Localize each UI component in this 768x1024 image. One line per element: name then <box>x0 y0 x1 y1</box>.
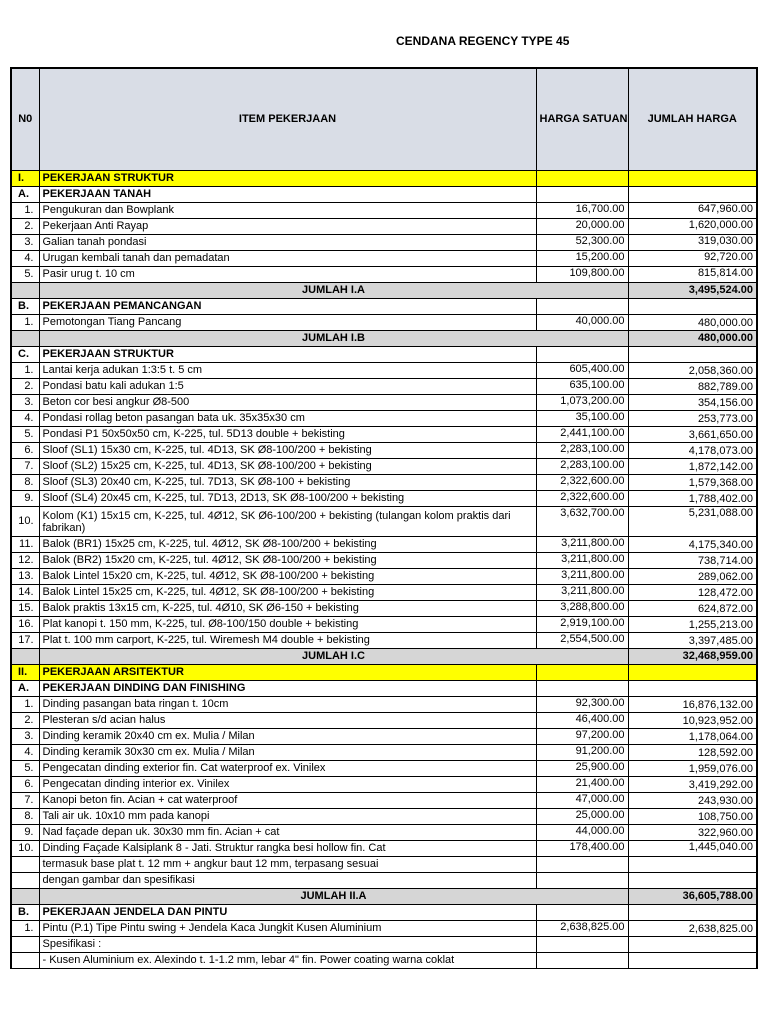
total-price: 2,638,825.00 <box>628 921 757 937</box>
total-price: 128,472.00 <box>628 585 757 601</box>
table-row <box>11 729 757 745</box>
document-title: CENDANA REGENCY TYPE 45 <box>396 34 570 48</box>
item-number: 3. <box>11 235 39 251</box>
unit-price: 2,322,600.00 <box>536 491 628 507</box>
section-number: II. <box>11 665 39 681</box>
subsection-row <box>11 905 757 921</box>
item-description: Dinding pasangan bata ringan t. 10cm <box>39 697 536 713</box>
subtotal-label: JUMLAH I.C <box>39 649 628 665</box>
section-title: PEKERJAAN DINDING DAN FINISHING <box>39 681 536 697</box>
unit-price: 2,441,100.00 <box>536 427 628 443</box>
unit-price: 2,919,100.00 <box>536 617 628 633</box>
item-number: 4. <box>11 745 39 761</box>
unit-price: 3,211,800.00 <box>536 553 628 569</box>
unit-price: 1,073,200.00 <box>536 395 628 411</box>
item-description: Pemotongan Tiang Pancang <box>39 315 536 331</box>
unit-price: 44,000.00 <box>536 825 628 841</box>
section-title: PEKERJAAN JENDELA DAN PINTU <box>39 905 536 921</box>
table-row <box>11 411 757 427</box>
table-row <box>11 251 757 267</box>
subsection-row <box>11 347 757 363</box>
table-row-continuation <box>11 873 757 889</box>
subsection-row <box>11 299 757 315</box>
total-price: 647,960.00 <box>628 203 757 219</box>
table-header-row <box>11 68 757 171</box>
table-row-continuation <box>11 857 757 873</box>
empty-cell <box>628 299 757 315</box>
table-row <box>11 537 757 553</box>
total-price: 3,397,485.00 <box>628 633 757 649</box>
section-title: PEKERJAAN STRUKTUR <box>39 347 536 363</box>
item-number: 6. <box>11 443 39 459</box>
item-description: Dinding keramik 20x40 cm ex. Mulia / Milan <box>39 729 536 745</box>
unit-price: 2,638,825.00 <box>536 921 628 937</box>
item-description: Beton cor besi angkur Ø8-500 <box>39 395 536 411</box>
table-body <box>11 171 757 969</box>
item-description: Pintu (P.1) Tipe Pintu swing + Jendela Kaca Jungkit Kusen Aluminium <box>39 921 536 937</box>
item-number: 10. <box>11 841 39 857</box>
item-description: Pasir urug t. 10 cm <box>39 267 536 283</box>
item-description: Balok Lintel 15x25 cm, K-225, tul. 4Ø12, SK Ø8-100/200 + bekisting <box>39 585 536 601</box>
total-price: 1,788,402.00 <box>628 491 757 507</box>
item-number: 1. <box>11 315 39 331</box>
unit-price: 52,300.00 <box>536 235 628 251</box>
item-number: 4. <box>11 251 39 267</box>
table-row <box>11 617 757 633</box>
header-total-price: JUMLAH HARGA <box>628 68 757 171</box>
total-price: 624,872.00 <box>628 601 757 617</box>
total-price: 253,773.00 <box>628 411 757 427</box>
subtotal-row <box>11 283 757 299</box>
item-number: 16. <box>11 617 39 633</box>
item-description: Pengecatan dinding interior ex. Vinilex <box>39 777 536 793</box>
table-row <box>11 267 757 283</box>
section-number: B. <box>11 905 39 921</box>
item-description: Dinding keramik 30x30 cm ex. Mulia / Milan <box>39 745 536 761</box>
item-description: Balok (BR2) 15x20 cm, K-225, tul. 4Ø12, SK Ø8-100/200 + bekisting <box>39 553 536 569</box>
item-number: 3. <box>11 395 39 411</box>
header-unit-price: HARGA SATUAN <box>536 68 628 171</box>
unit-price: 40,000.00 <box>536 315 628 331</box>
empty-cell <box>536 937 628 953</box>
subtotal-label: JUMLAH I.A <box>39 283 628 299</box>
unit-price: 20,000.00 <box>536 219 628 235</box>
empty-cell <box>536 905 628 921</box>
item-number: 2. <box>11 219 39 235</box>
item-number: 1. <box>11 363 39 379</box>
item-number: 5. <box>11 761 39 777</box>
subtotal-value: 480,000.00 <box>628 331 757 347</box>
total-price: 1,620,000.00 <box>628 219 757 235</box>
unit-price: 25,900.00 <box>536 761 628 777</box>
table-row <box>11 793 757 809</box>
total-price: 16,876,132.00 <box>628 697 757 713</box>
unit-price: 605,400.00 <box>536 363 628 379</box>
item-description: Pekerjaan Anti Rayap <box>39 219 536 235</box>
unit-price: 3,211,800.00 <box>536 537 628 553</box>
table-row <box>11 379 757 395</box>
section-row <box>11 171 757 187</box>
item-number: 14. <box>11 585 39 601</box>
section-number: A. <box>11 187 39 203</box>
item-number: 12. <box>11 553 39 569</box>
table-row <box>11 809 757 825</box>
table-row <box>11 777 757 793</box>
item-number: 9. <box>11 491 39 507</box>
total-price: 1,959,076.00 <box>628 761 757 777</box>
item-description: Kolom (K1) 15x15 cm, K-225, tul. 4Ø12, SK Ø6-100/200 + bekisting (tulangan kolom praktis dari fabrikan) <box>39 507 536 537</box>
empty-cell <box>628 347 757 363</box>
subtotal-value: 3,495,524.00 <box>628 283 757 299</box>
item-description: Urugan kembali tanah dan pemadatan <box>39 251 536 267</box>
item-number: 15. <box>11 601 39 617</box>
header-item: ITEM PEKERJAAN <box>39 68 536 171</box>
item-number: 2. <box>11 713 39 729</box>
subtotal-row <box>11 889 757 905</box>
unit-price: 46,400.00 <box>536 713 628 729</box>
item-description: Nad façade depan uk. 30x30 mm fin. Acian + cat <box>39 825 536 841</box>
empty-cell <box>536 171 628 187</box>
item-description: Balok Lintel 15x20 cm, K-225, tul. 4Ø12, SK Ø8-100/200 + bekisting <box>39 569 536 585</box>
item-number: 17. <box>11 633 39 649</box>
unit-price: 3,211,800.00 <box>536 585 628 601</box>
empty-cell <box>628 857 757 873</box>
empty-cell <box>536 347 628 363</box>
item-number: 6. <box>11 777 39 793</box>
section-title: PEKERJAAN STRUKTUR <box>39 171 536 187</box>
total-price: 108,750.00 <box>628 809 757 825</box>
empty-cell <box>11 283 39 299</box>
subtotal-label: JUMLAH II.A <box>39 889 628 905</box>
empty-cell <box>536 953 628 969</box>
total-price: 1,872,142.00 <box>628 459 757 475</box>
empty-cell <box>628 665 757 681</box>
table-row <box>11 395 757 411</box>
table-row <box>11 459 757 475</box>
table-row <box>11 235 757 251</box>
table-row <box>11 491 757 507</box>
table-row <box>11 825 757 841</box>
item-number: 9. <box>11 825 39 841</box>
item-number: 1. <box>11 697 39 713</box>
item-number: 5. <box>11 427 39 443</box>
bill-of-quantities-table <box>10 67 758 969</box>
item-description: Balok praktis 13x15 cm, K-225, tul. 4Ø10, SK Ø6-150 + bekisting <box>39 601 536 617</box>
item-number: 2. <box>11 379 39 395</box>
item-number: 7. <box>11 459 39 475</box>
empty-cell <box>11 889 39 905</box>
empty-cell <box>536 665 628 681</box>
table-row <box>11 507 757 537</box>
item-number: 10. <box>11 507 39 537</box>
item-description: Kanopi beton fin. Acian + cat waterproof <box>39 793 536 809</box>
table-row-continuation <box>11 953 757 969</box>
item-number: 4. <box>11 411 39 427</box>
item-number: 8. <box>11 475 39 491</box>
total-price: 2,058,360.00 <box>628 363 757 379</box>
unit-price: 109,800.00 <box>536 267 628 283</box>
total-price: 322,960.00 <box>628 825 757 841</box>
total-price: 738,714.00 <box>628 553 757 569</box>
unit-price: 178,400.00 <box>536 841 628 857</box>
empty-cell <box>536 857 628 873</box>
section-number: I. <box>11 171 39 187</box>
section-title: PEKERJAAN PEMANCANGAN <box>39 299 536 315</box>
item-number: 1. <box>11 203 39 219</box>
empty-cell <box>628 187 757 203</box>
item-number: 8. <box>11 809 39 825</box>
total-price: 128,592.00 <box>628 745 757 761</box>
total-price: 289,062.00 <box>628 569 757 585</box>
total-price: 92,720.00 <box>628 251 757 267</box>
item-number: 13. <box>11 569 39 585</box>
total-price: 815,814.00 <box>628 267 757 283</box>
section-title: PEKERJAAN TANAH <box>39 187 536 203</box>
item-description: Sloof (SL1) 15x30 cm, K-225, tul. 4D13, SK Ø8-100/200 + bekisting <box>39 443 536 459</box>
total-price: 480,000.00 <box>628 315 757 331</box>
empty-cell <box>536 873 628 889</box>
table-row <box>11 745 757 761</box>
item-description: Plesteran s/d acian halus <box>39 713 536 729</box>
table-row <box>11 427 757 443</box>
item-description: Plat kanopi t. 150 mm, K-225, tul. Ø8-100/150 double + bekisting <box>39 617 536 633</box>
table-row <box>11 475 757 491</box>
item-description: Sloof (SL3) 20x40 cm, K-225, tul. 7D13, SK Ø8-100 + bekisting <box>39 475 536 491</box>
section-number: B. <box>11 299 39 315</box>
table-row-continuation <box>11 937 757 953</box>
item-description: Balok (BR1) 15x25 cm, K-225, tul. 4Ø12, SK Ø8-100/200 + bekisting <box>39 537 536 553</box>
section-number: C. <box>11 347 39 363</box>
total-price: 319,030.00 <box>628 235 757 251</box>
empty-cell <box>536 299 628 315</box>
empty-cell <box>628 953 757 969</box>
total-price: 354,156.00 <box>628 395 757 411</box>
table-row <box>11 219 757 235</box>
section-row <box>11 665 757 681</box>
total-price: 5,231,088.00 <box>628 507 757 537</box>
empty-cell <box>628 681 757 697</box>
table-row <box>11 569 757 585</box>
unit-price: 47,000.00 <box>536 793 628 809</box>
item-description: Spesifikasi : <box>39 937 536 953</box>
empty-cell <box>11 937 39 953</box>
item-description: Lantai kerja adukan 1:3:5 t. 5 cm <box>39 363 536 379</box>
table-row <box>11 443 757 459</box>
table-row <box>11 203 757 219</box>
subtotal-row <box>11 649 757 665</box>
subtotal-value: 36,605,788.00 <box>628 889 757 905</box>
item-description: Sloof (SL4) 20x45 cm, K-225, tul. 7D13, 2D13, SK Ø8-100/200 + bekisting <box>39 491 536 507</box>
table-row <box>11 921 757 937</box>
total-price: 1,445,040.00 <box>628 841 757 857</box>
unit-price: 3,632,700.00 <box>536 507 628 537</box>
unit-price: 2,554,500.00 <box>536 633 628 649</box>
unit-price: 2,322,600.00 <box>536 475 628 491</box>
item-description: Pondasi batu kali adukan 1:5 <box>39 379 536 395</box>
subsection-row <box>11 187 757 203</box>
empty-cell <box>11 873 39 889</box>
item-description: - Kusen Aluminium ex. Alexindo t. 1-1.2 mm, lebar 4" fin. Power coating warna coklat <box>39 953 536 969</box>
item-description: termasuk base plat t. 12 mm + angkur baut 12 mm, terpasang sesuai <box>39 857 536 873</box>
table-row <box>11 585 757 601</box>
section-number: A. <box>11 681 39 697</box>
total-price: 4,178,073.00 <box>628 443 757 459</box>
total-price: 10,923,952.00 <box>628 713 757 729</box>
table-row <box>11 315 757 331</box>
table-row <box>11 601 757 617</box>
table-row <box>11 841 757 857</box>
empty-cell <box>11 649 39 665</box>
subtotal-label: JUMLAH I.B <box>39 331 628 347</box>
item-description: Galian tanah pondasi <box>39 235 536 251</box>
table-row <box>11 633 757 649</box>
subtotal-value: 32,468,959.00 <box>628 649 757 665</box>
empty-cell <box>11 857 39 873</box>
unit-price: 97,200.00 <box>536 729 628 745</box>
item-number: 5. <box>11 267 39 283</box>
item-description: Plat t. 100 mm carport, K-225, tul. Wiremesh M4 double + bekisting <box>39 633 536 649</box>
unit-price: 91,200.00 <box>536 745 628 761</box>
unit-price: 635,100.00 <box>536 379 628 395</box>
item-description: Pengukuran dan Bowplank <box>39 203 536 219</box>
total-price: 882,789.00 <box>628 379 757 395</box>
table-row <box>11 363 757 379</box>
total-price: 4,175,340.00 <box>628 537 757 553</box>
empty-cell <box>628 937 757 953</box>
empty-cell <box>536 187 628 203</box>
table-row <box>11 553 757 569</box>
table-row <box>11 761 757 777</box>
total-price: 3,419,292.00 <box>628 777 757 793</box>
unit-price: 92,300.00 <box>536 697 628 713</box>
unit-price: 35,100.00 <box>536 411 628 427</box>
empty-cell <box>628 873 757 889</box>
total-price: 3,661,650.00 <box>628 427 757 443</box>
total-price: 1,178,064.00 <box>628 729 757 745</box>
empty-cell <box>628 171 757 187</box>
item-description: Dinding Façade Kalsiplank 8 - Jati. Struktur rangka besi hollow fin. Cat <box>39 841 536 857</box>
unit-price: 3,288,800.00 <box>536 601 628 617</box>
header-no: N0 <box>11 68 39 171</box>
item-number: 11. <box>11 537 39 553</box>
item-description: Sloof (SL2) 15x25 cm, K-225, tul. 4D13, SK Ø8-100/200 + bekisting <box>39 459 536 475</box>
empty-cell <box>11 953 39 969</box>
empty-cell <box>11 331 39 347</box>
unit-price: 2,283,100.00 <box>536 443 628 459</box>
item-number: 1. <box>11 921 39 937</box>
item-description: Pondasi P1 50x50x50 cm, K-225, tul. 5D13 double + bekisting <box>39 427 536 443</box>
unit-price: 3,211,800.00 <box>536 569 628 585</box>
unit-price: 21,400.00 <box>536 777 628 793</box>
item-number: 3. <box>11 729 39 745</box>
table-row <box>11 713 757 729</box>
item-number: 7. <box>11 793 39 809</box>
subtotal-row <box>11 331 757 347</box>
item-description: Pondasi rollag beton pasangan bata uk. 35x35x30 cm <box>39 411 536 427</box>
item-description: Tali air uk. 10x10 mm pada kanopi <box>39 809 536 825</box>
total-price: 243,930.00 <box>628 793 757 809</box>
unit-price: 2,283,100.00 <box>536 459 628 475</box>
total-price: 1,255,213.00 <box>628 617 757 633</box>
unit-price: 25,000.00 <box>536 809 628 825</box>
empty-cell <box>628 905 757 921</box>
item-description: dengan gambar dan spesifikasi <box>39 873 536 889</box>
total-price: 1,579,368.00 <box>628 475 757 491</box>
empty-cell <box>536 681 628 697</box>
item-description: Pengecatan dinding exterior fin. Cat waterproof ex. Vinilex <box>39 761 536 777</box>
section-title: PEKERJAAN ARSITEKTUR <box>39 665 536 681</box>
unit-price: 15,200.00 <box>536 251 628 267</box>
subsection-row <box>11 681 757 697</box>
table-row <box>11 697 757 713</box>
unit-price: 16,700.00 <box>536 203 628 219</box>
